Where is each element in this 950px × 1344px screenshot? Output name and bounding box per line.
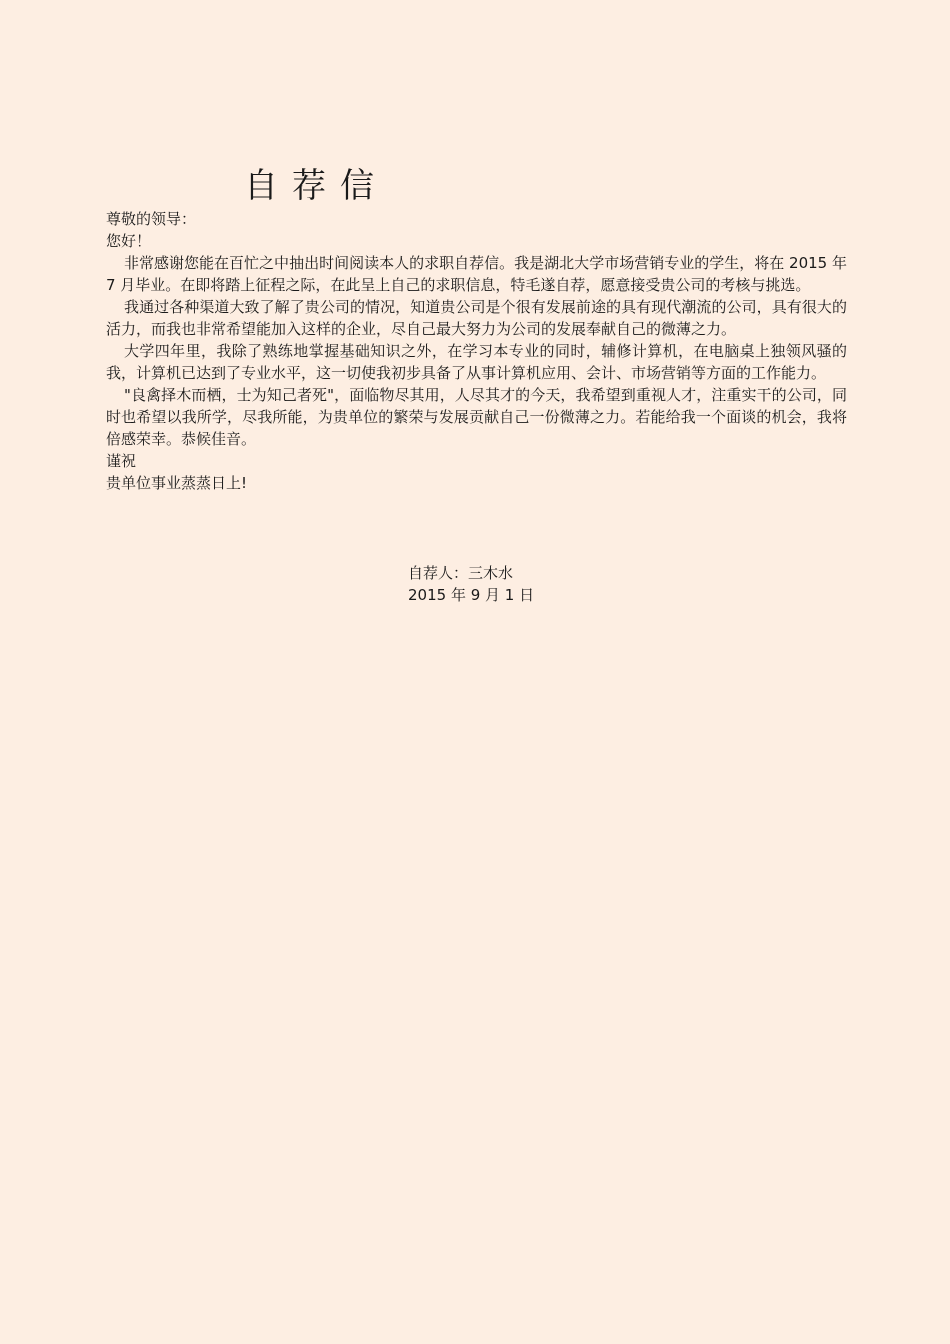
date: 2015 年 9 月 1 日: [408, 586, 535, 604]
salutation: 尊敬的领导：: [106, 210, 197, 228]
signature: 自荐人：三木水: [408, 564, 514, 582]
letter-body: [106, 208, 847, 494]
paragraph-closing: "良禽择木而栖，士为知己者死"，面临物尽其用，人尽其才的今天，我希望到重视人才，注重实干的公司，同时也希望以我所学，尽我所能，为贵单位的繁荣与发展贡献自己一份微薄之力。若能给我一个面谈的机会，我将倍感荣幸。恭候佳音。: [106, 386, 847, 448]
greeting: 您好！: [106, 232, 152, 250]
paragraph-intro: 非常感谢您能在百忙之中抽出时间阅读本人的求职自荐信。我是湖北大学市场营销专业的学生，将在 2015 年 7 月毕业。在即将踏上征程之际，在此呈上自己的求职信息，特毛遂自荐，愿意接受贵公司的考核与挑选。: [106, 254, 847, 294]
wish: 贵单位事业蒸蒸日上!: [106, 474, 248, 492]
signature-block: [408, 562, 534, 606]
closing: 谨祝: [106, 452, 137, 470]
letter-title: 自荐信: [244, 166, 388, 206]
paragraph-company: 我通过各种渠道大致了解了贵公司的情况，知道贵公司是个很有发展前途的具有现代潮流的公司，具有很大的活力，而我也非常希望能加入这样的企业，尽自己最大努力为公司的发展奉献自己的微薄之力。: [106, 298, 847, 338]
paragraph-skills: 大学四年里，我除了熟练地掌握基础知识之外，在学习本专业的同时，辅修计算机，在电脑桌上独领风骚的我，计算机已达到了专业水平，这一切使我初步具备了从事计算机应用、会计、市场营销等方面的工作能力。: [106, 342, 847, 382]
